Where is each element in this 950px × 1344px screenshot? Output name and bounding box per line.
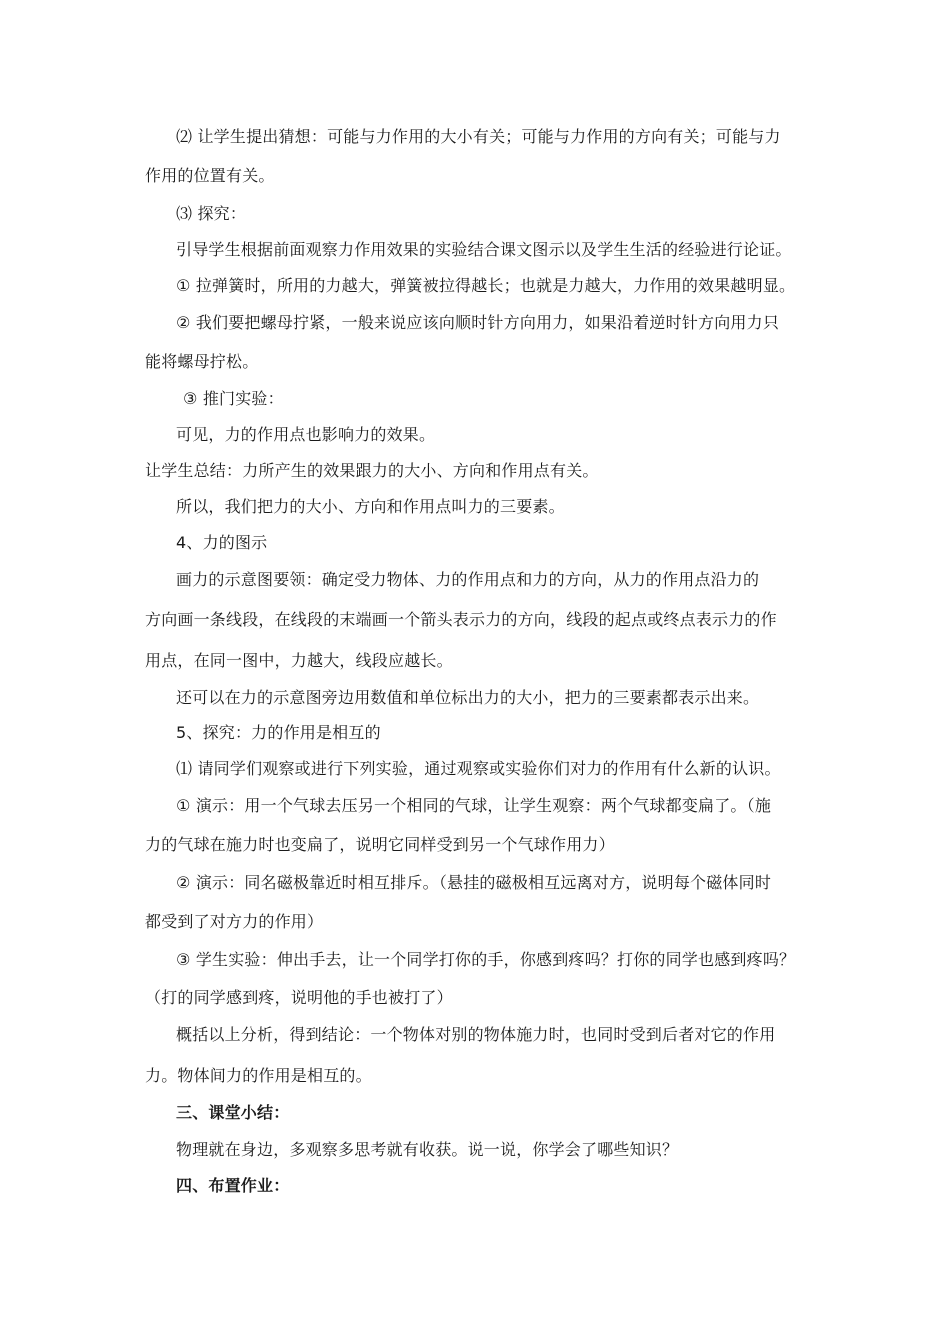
door-conclusion: 可见，力的作用点也影响力的效果。 (176, 425, 436, 444)
guess-line-1: ⑵ 让学生提出猜想：可能与力作用的大小有关；可能与力作用的方向有关；可能与力 (176, 127, 781, 146)
student-summary: 让学生总结：力所产生的效果跟力的大小、方向和作用点有关。 (145, 461, 599, 480)
conclusion-line-1: 概括以上分析，得到结论：一个物体对别的物体施力时，也同时受到后者对它的作用 (176, 1025, 776, 1044)
section-summary-heading: 三、课堂小结： (176, 1103, 290, 1122)
section-homework-heading: 四、布置作业： (176, 1176, 290, 1195)
explore-heading: ⑶ 探究： (176, 204, 247, 223)
explore-intro: 引导学生根据前面观察力作用效果的实验结合课文图示以及学生生活的经验进行论证。 (176, 240, 792, 259)
door-item: ③ 推门实验： (183, 389, 284, 408)
balloon-line-1: ① 演示：用一个气球去压另一个相同的气球，让学生观察：两个气球都变扁了。（施 (176, 796, 772, 815)
hand-line-2: （打的同学感到疼，说明他的手也被打了） (145, 988, 453, 1007)
conclusion-line-2: 力。物体间力的作用是相互的。 (145, 1066, 372, 1085)
experiment-intro: ⑴ 请同学们观察或进行下列实验，通过观察或实验你们对力的作用有什么新的认识。 (176, 759, 781, 778)
diagram-line-3: 用点，在同一图中，力越大，线段应越长。 (145, 651, 453, 670)
summary-text: 物理就在身边，多观察多思考就有收获。说一说，你学会了哪些知识？ (176, 1140, 679, 1159)
three-elements: 所以，我们把力的大小、方向和作用点叫力的三要素。 (176, 497, 565, 516)
magnet-line-2: 都受到了对方力的作用） (145, 912, 324, 931)
diagram-line-4: 还可以在力的示意图旁边用数值和单位标出力的大小，把力的三要素都表示出来。 (176, 688, 760, 707)
balloon-line-2: 力的气球在施力时也变扁了，说明它同样受到另一个气球作用力） (145, 835, 615, 854)
section-4-heading: 4、力的图示 (176, 533, 268, 552)
diagram-line-2: 方向画一条线段，在线段的末端画一个箭头表示力的方向，线段的起点或终点表示力的作 (145, 610, 777, 629)
diagram-line-1: 画力的示意图要领：确定受力物体、力的作用点和力的方向，从力的作用点沿力的 (176, 570, 760, 589)
guess-line-2: 作用的位置有关。 (145, 166, 275, 185)
hand-line-1: ③ 学生实验：伸出手去，让一个同学打你的手，你感到疼吗？打你的同学也感到疼吗？ (176, 950, 796, 969)
nut-item-line-2: 能将螺母拧松。 (145, 352, 259, 371)
section-5-heading: 5、探究：力的作用是相互的 (176, 723, 381, 742)
spring-item: ① 拉弹簧时，所用的力越大，弹簧被拉得越长；也就是力越大，力作用的效果越明显。 (176, 276, 796, 295)
magnet-line-1: ② 演示：同名磁极靠近时相互排斥。（悬挂的磁极相互远离对方，说明每个磁体同时 (176, 873, 772, 892)
nut-item-line-1: ② 我们要把螺母拧紧，一般来说应该向顺时针方向用力，如果沿着逆时针方向用力只 (176, 313, 780, 332)
